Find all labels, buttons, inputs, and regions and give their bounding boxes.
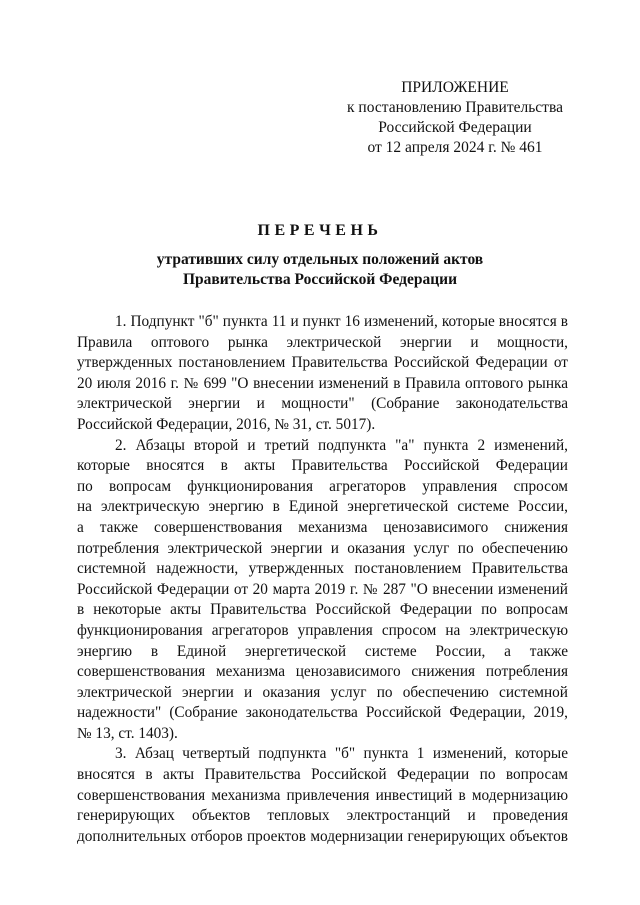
text-line: электрической энергии и мощности" (Собрание законодательства	[77, 395, 568, 413]
text-line: генерирующих объектов тепловых электростанций и проведения	[77, 807, 568, 825]
text-line: вносятся в акты Правительства Российской Федерации по вопросам	[77, 766, 568, 784]
text-line: системной надежности, утвержденных постановлением Правительства	[77, 560, 568, 578]
text-line: 2. Абзацы второй и третий подпункта "а" пункта 2 изменений,	[115, 436, 568, 454]
text-line: Российской Федерации, 2016, № 31, ст. 5017).	[77, 415, 376, 433]
text-line: в некоторые акты Правительства Российской Федерации по вопросам	[77, 601, 568, 619]
appendix-line: к постановлению Правительства	[347, 99, 563, 116]
text-line: по вопросам функционирования агрегаторов управления спросом	[77, 477, 568, 495]
text-line: электрической энергии и оказания услуг по обеспечению системной	[77, 683, 568, 701]
subtitle-line: утративших силу отдельных положений актов	[156, 251, 484, 268]
document-body	[77, 312, 568, 847]
appendix-line: Российской Федерации	[378, 119, 532, 136]
text-line: дополнительных отборов проектов модернизации генерирующих объектов	[77, 827, 568, 845]
document-subtitle	[0, 250, 640, 290]
text-line: надежности" (Собрание законодательства Российской Федерации, 2019,	[77, 704, 568, 722]
text-line: Российской Федерации от 20 марта 2019 г. № 287 "О внесении изменений	[77, 580, 568, 598]
text-line: 20 июля 2016 г. № 699 "О внесении изменений в Правила оптового рынка	[77, 374, 568, 392]
subtitle-line: Правительства Российской Федерации	[182, 271, 458, 288]
paragraph-2	[77, 436, 568, 745]
paragraph-3	[77, 744, 568, 847]
text-line: 1. Подпункт "б" пункта 11 и пункт 16 изменений, которые вносятся в	[115, 313, 568, 330]
text-line: совершенствования механизма ценозависимого снижения потребления	[77, 663, 568, 681]
text-line: утвержденных постановлением Правительства Российской Федерации от	[77, 354, 568, 372]
text-line: Правила оптового рынка электрической энергии и мощности,	[77, 333, 568, 351]
text-line: которые вносятся в акты Правительства Российской Федерации	[77, 457, 568, 475]
text-line: 3. Абзац четвертый подпункта "б" пункта 1 изменений, которые	[115, 745, 568, 763]
document-title: ПЕРЕЧЕНЬ	[257, 222, 383, 239]
text-line: совершенствования механизма привлечения инвестиций в модернизацию	[77, 786, 568, 804]
appendix-title: ПРИЛОЖЕНИЕ	[401, 79, 509, 96]
text-line: потребления электрической энергии и оказания услуг по обеспечению	[77, 539, 568, 557]
text-line: а также совершенствования механизма ценозависимого снижения	[77, 518, 568, 536]
text-line: энергию в Единой энергетической системе России, а также	[77, 642, 568, 660]
text-line: функционирования агрегаторов управления спросом на электрическую	[77, 621, 568, 639]
appendix-date: от 12 апреля 2024 г. № 461	[367, 139, 543, 156]
text-line: № 13, ст. 1403).	[77, 724, 178, 742]
text-line: на электрическую энергию в Единой энергетической системе России,	[77, 498, 568, 516]
paragraph-1	[77, 312, 568, 436]
appendix-header	[330, 78, 580, 158]
